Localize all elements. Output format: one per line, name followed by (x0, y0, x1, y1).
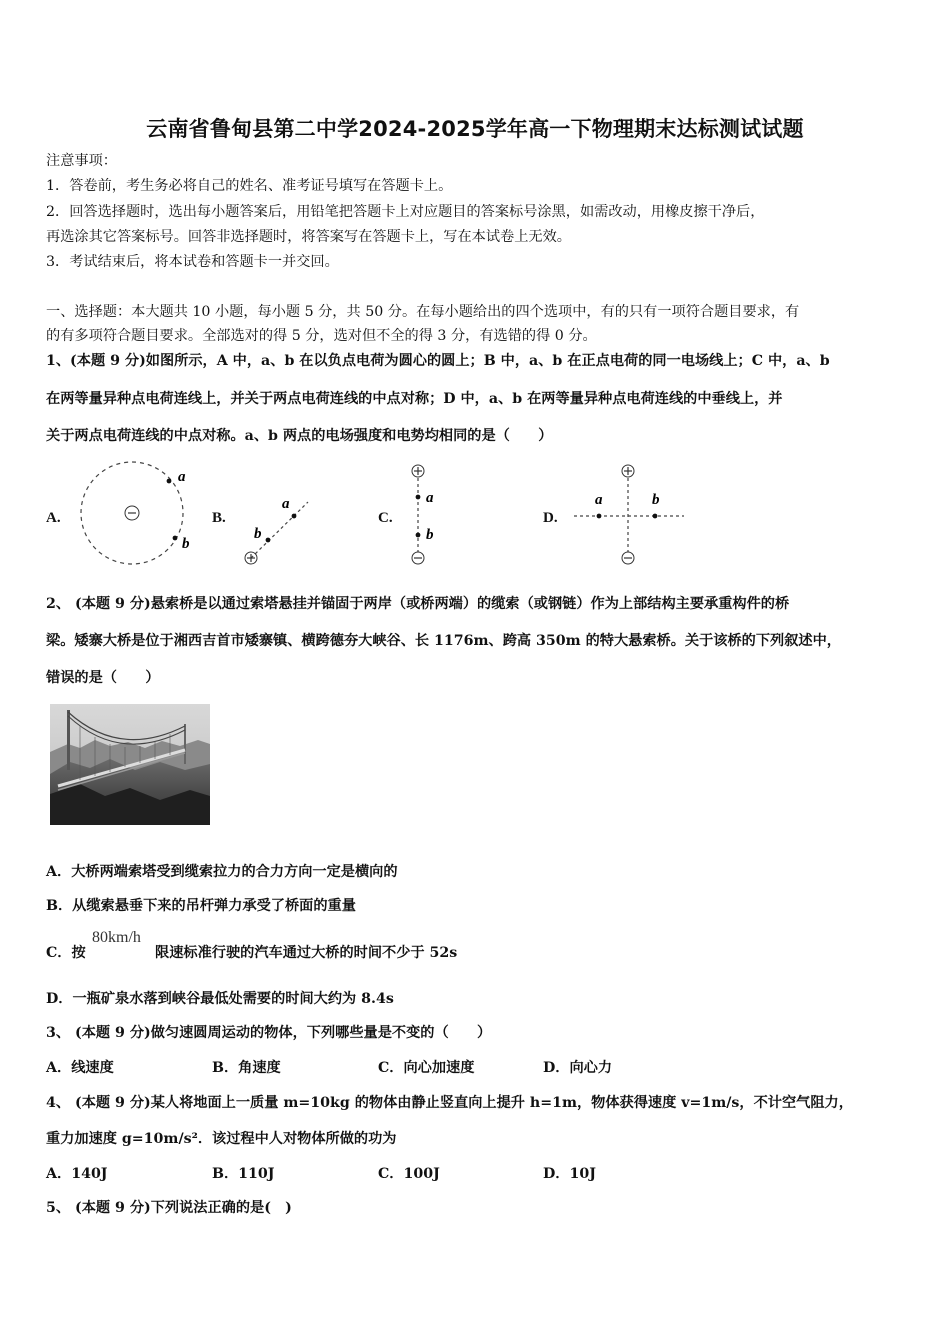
notice-item: 1．答卷前，考生务必将自己的姓名、准考证号填写在答题卡上。 (46, 178, 453, 194)
question-5-stem: 5、 (本题 9 分)下列说法正确的是( ) (46, 1200, 292, 1216)
q4-option-d: D．10J (543, 1166, 596, 1182)
q3-option-d: D．向心力 (543, 1060, 613, 1076)
point-b-label: b (652, 492, 660, 508)
question-3-stem: 3、 (本题 9 分)做匀速圆周运动的物体，下列哪些量是不变的（ ） (46, 1025, 492, 1041)
point-a-label: a (595, 492, 603, 508)
q2-option-a: A．大桥两端索塔受到缆索拉力的合力方向一定是横向的 (46, 864, 398, 880)
point-a-dot (167, 479, 172, 484)
point-b-dot (416, 533, 421, 538)
figure-c-connecting-line (404, 462, 454, 570)
q1-option-b-label: B. (212, 510, 226, 526)
question-1-stem: 1、(本题 9 分)如图所示，A 中，a、b 在以负点电荷为圆心的圆上；B 中，a、b 在正点电荷的同一电场线上；C 中，a、b (46, 353, 830, 369)
point-a-label: a (426, 490, 434, 506)
point-b-dot (173, 536, 178, 541)
point-b-label: b (426, 527, 434, 543)
question-2-stem: 梁。矮寨大桥是位于湘西吉首市矮寨镇、横跨德夯大峡谷、长 1176m、跨高 350m 的特大悬索桥。关于该桥的下列叙述中， (46, 633, 841, 649)
q2-option-b: B．从缆索悬垂下来的吊杆弹力承受了桥面的重量 (46, 898, 356, 914)
point-a-dot (416, 495, 421, 500)
point-a-label: a (178, 469, 186, 485)
point-a-label: a (282, 496, 290, 512)
q2-option-c-prefix: C．按 (46, 945, 86, 961)
notice-heading: 注意事项： (46, 153, 117, 169)
figure-b-field-line (236, 490, 316, 570)
question-4-stem: 4、 (本题 9 分)某人将地面上一质量 m=10kg 的物体由静止竖直向上提升 h=1m，物体获得速度 v=1m/s，不计空气阻力， (46, 1095, 853, 1111)
q1-option-c-label: C. (378, 510, 393, 526)
question-2-stem: 2、 (本题 9 分)悬索桥是以通过索塔悬挂并锚固于两岸（或桥两端）的缆索（或钢链）作为上部结构主要承重构件的桥 (46, 596, 790, 612)
q4-option-c: C．100J (378, 1166, 440, 1182)
page-title: 云南省鲁甸县第二中学2024-2025学年高一下物理期末达标测试试题 (146, 117, 804, 141)
speed-limit-formula: 80km/h (92, 929, 141, 946)
q3-option-a: A．线速度 (46, 1060, 114, 1076)
point-b-label: b (182, 536, 190, 552)
point-a-dot (292, 514, 297, 519)
q4-option-b: B．110J (212, 1166, 275, 1182)
question-2-stem: 错误的是（ ） (46, 670, 160, 686)
figure-d-perpendicular-bisector (566, 462, 688, 570)
notice-item: 3．考试结束后，将本试卷和答题卡一并交回。 (46, 254, 339, 270)
q2-option-c-text: 限速标准行驶的汽车通过大桥的时间不少于 52s (155, 945, 458, 961)
question-1-stem: 在两等量异种点电荷连线上，并关于两点电荷连线的中点对称；D 中，a、b 在两等量异种点电荷连线的中垂线上，并 (46, 391, 783, 407)
section-intro: 一、选择题：本大题共 10 小题，每小题 5 分，共 50 分。在每小题给出的四个选项中，有的只有一项符合题目要求，有 (46, 304, 800, 320)
figure-a-circle (74, 458, 194, 570)
section-intro: 的有多项符合题目要求。全部选对的得 5 分，选对但不全的得 3 分，有选错的得 0 分。 (46, 328, 597, 344)
point-b-dot (266, 538, 271, 543)
point-a-dot (597, 514, 602, 519)
q3-option-c: C．向心加速度 (378, 1060, 475, 1076)
q2-option-d: D．一瓶矿泉水落到峡谷最低处需要的时间大约为 8.4s (46, 991, 394, 1007)
q4-option-a: A．140J (46, 1166, 108, 1182)
notice-item: 2．回答选择题时，选出每小题答案后，用铅笔把答题卡上对应题目的答案标号涂黑，如需改动，用橡皮擦干净后， (46, 204, 765, 220)
point-b-label: b (254, 526, 262, 542)
question-1-stem: 关于两点电荷连线的中点对称。a、b 两点的电场强度和电势均相同的是（ ） (46, 428, 553, 444)
q1-option-a-label: A. (46, 510, 61, 526)
point-b-dot (653, 514, 658, 519)
suspension-bridge-photo (50, 704, 210, 825)
notice-item: 再选涂其它答案标号。回答非选择题时，将答案写在答题卡上，写在本试卷上无效。 (46, 229, 571, 245)
question-4-stem: 重力加速度 g=10m/s²．该过程中人对物体所做的功为 (46, 1131, 397, 1147)
q1-option-d-label: D. (543, 510, 558, 526)
q3-option-b: B．角速度 (212, 1060, 281, 1076)
